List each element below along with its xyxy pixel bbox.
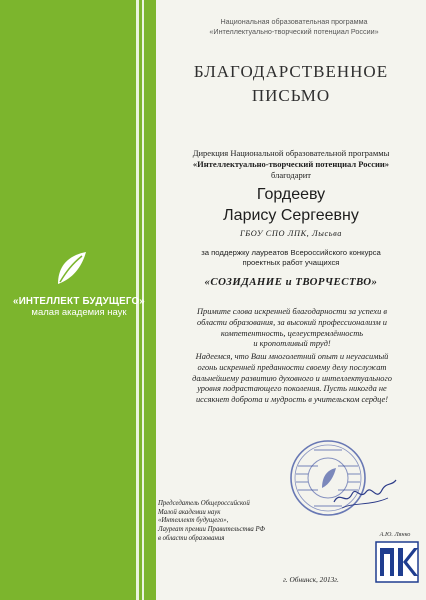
signatory-name: А.Ю. Лянко (379, 531, 411, 538)
program-line: Национальная образовательная программа (220, 17, 368, 26)
place-date: г. Обнинск, 2013г. (283, 575, 339, 584)
recipient-name: Ларису Сергеевну (223, 207, 359, 224)
paragraph-line: огонь искренней преданности своему делу послужат (197, 362, 387, 372)
recipient-surname: Гордееву (256, 186, 326, 203)
logo-subtitle: малая академия наук (31, 307, 127, 318)
letter-title: ПИСЬМО (251, 86, 331, 105)
program-line: «Интеллектуально-творческий потенциал России» (209, 27, 379, 36)
paragraph-line: уровня подрастающего поколения. Пусть никогда не (197, 384, 387, 394)
letter-title: БЛАГОДАРСТВЕННОЕ (193, 62, 389, 81)
paragraph-line: дальнейшему развитию духовного и интеллектуального (192, 373, 392, 383)
paragraph-line: области образования, за высокий профессионализм и (197, 317, 387, 327)
program-header (178, 17, 410, 37)
handwritten-signature-icon (330, 472, 400, 516)
paragraph-line: и кропотливый труд! (253, 339, 331, 349)
paragraph-line: компетентность, целеустремлённость (220, 328, 364, 338)
directorate-thanks: благодарит (270, 170, 312, 180)
recipient-organization: ГБОУ СПО ЛПК, Лысьва (239, 229, 343, 238)
contest-name: «СОЗИДАНИЕ и ТВОРЧЕСТВО» (204, 276, 378, 288)
directorate-line: Дирекция Национальной образовательной программы (192, 148, 390, 158)
letter-content (160, 0, 422, 600)
reason-line: за поддержку лауреатов Всероссийского конкурса (201, 248, 381, 257)
academy-emblem-icon (374, 540, 420, 584)
signatory-line: «Интеллект будущего», (158, 517, 229, 525)
reason-line: проектных работ учащихся (242, 258, 340, 267)
signatory-line: в области образования (158, 534, 225, 542)
signatory-line: Председатель Общероссийской (158, 500, 250, 507)
paragraph-line: иссякнет доброта и мудрость в учительском сердце! (195, 395, 389, 405)
paragraph-line: Надеемся, что Ваш многолетний опыт и неугасимый (195, 352, 389, 361)
signatory-block (158, 500, 268, 544)
signatory-line: Малой академии наук (158, 508, 221, 516)
paragraph-line: Примите слова искренней благодарности за успехи в (196, 307, 388, 316)
green-side-band (0, 0, 156, 600)
reason-text (168, 248, 414, 268)
directorate-program: «Интеллектуально-творческий потенциал России» (192, 159, 390, 169)
wishes-paragraph (170, 352, 414, 406)
leaf-logo-icon (52, 248, 92, 288)
gratitude-paragraph (170, 307, 414, 350)
signatory-line: Лауреат премии Правительства РФ (158, 526, 265, 534)
logo-title: «ИНТЕЛЛЕКТ БУДУЩЕГО» (13, 296, 145, 307)
